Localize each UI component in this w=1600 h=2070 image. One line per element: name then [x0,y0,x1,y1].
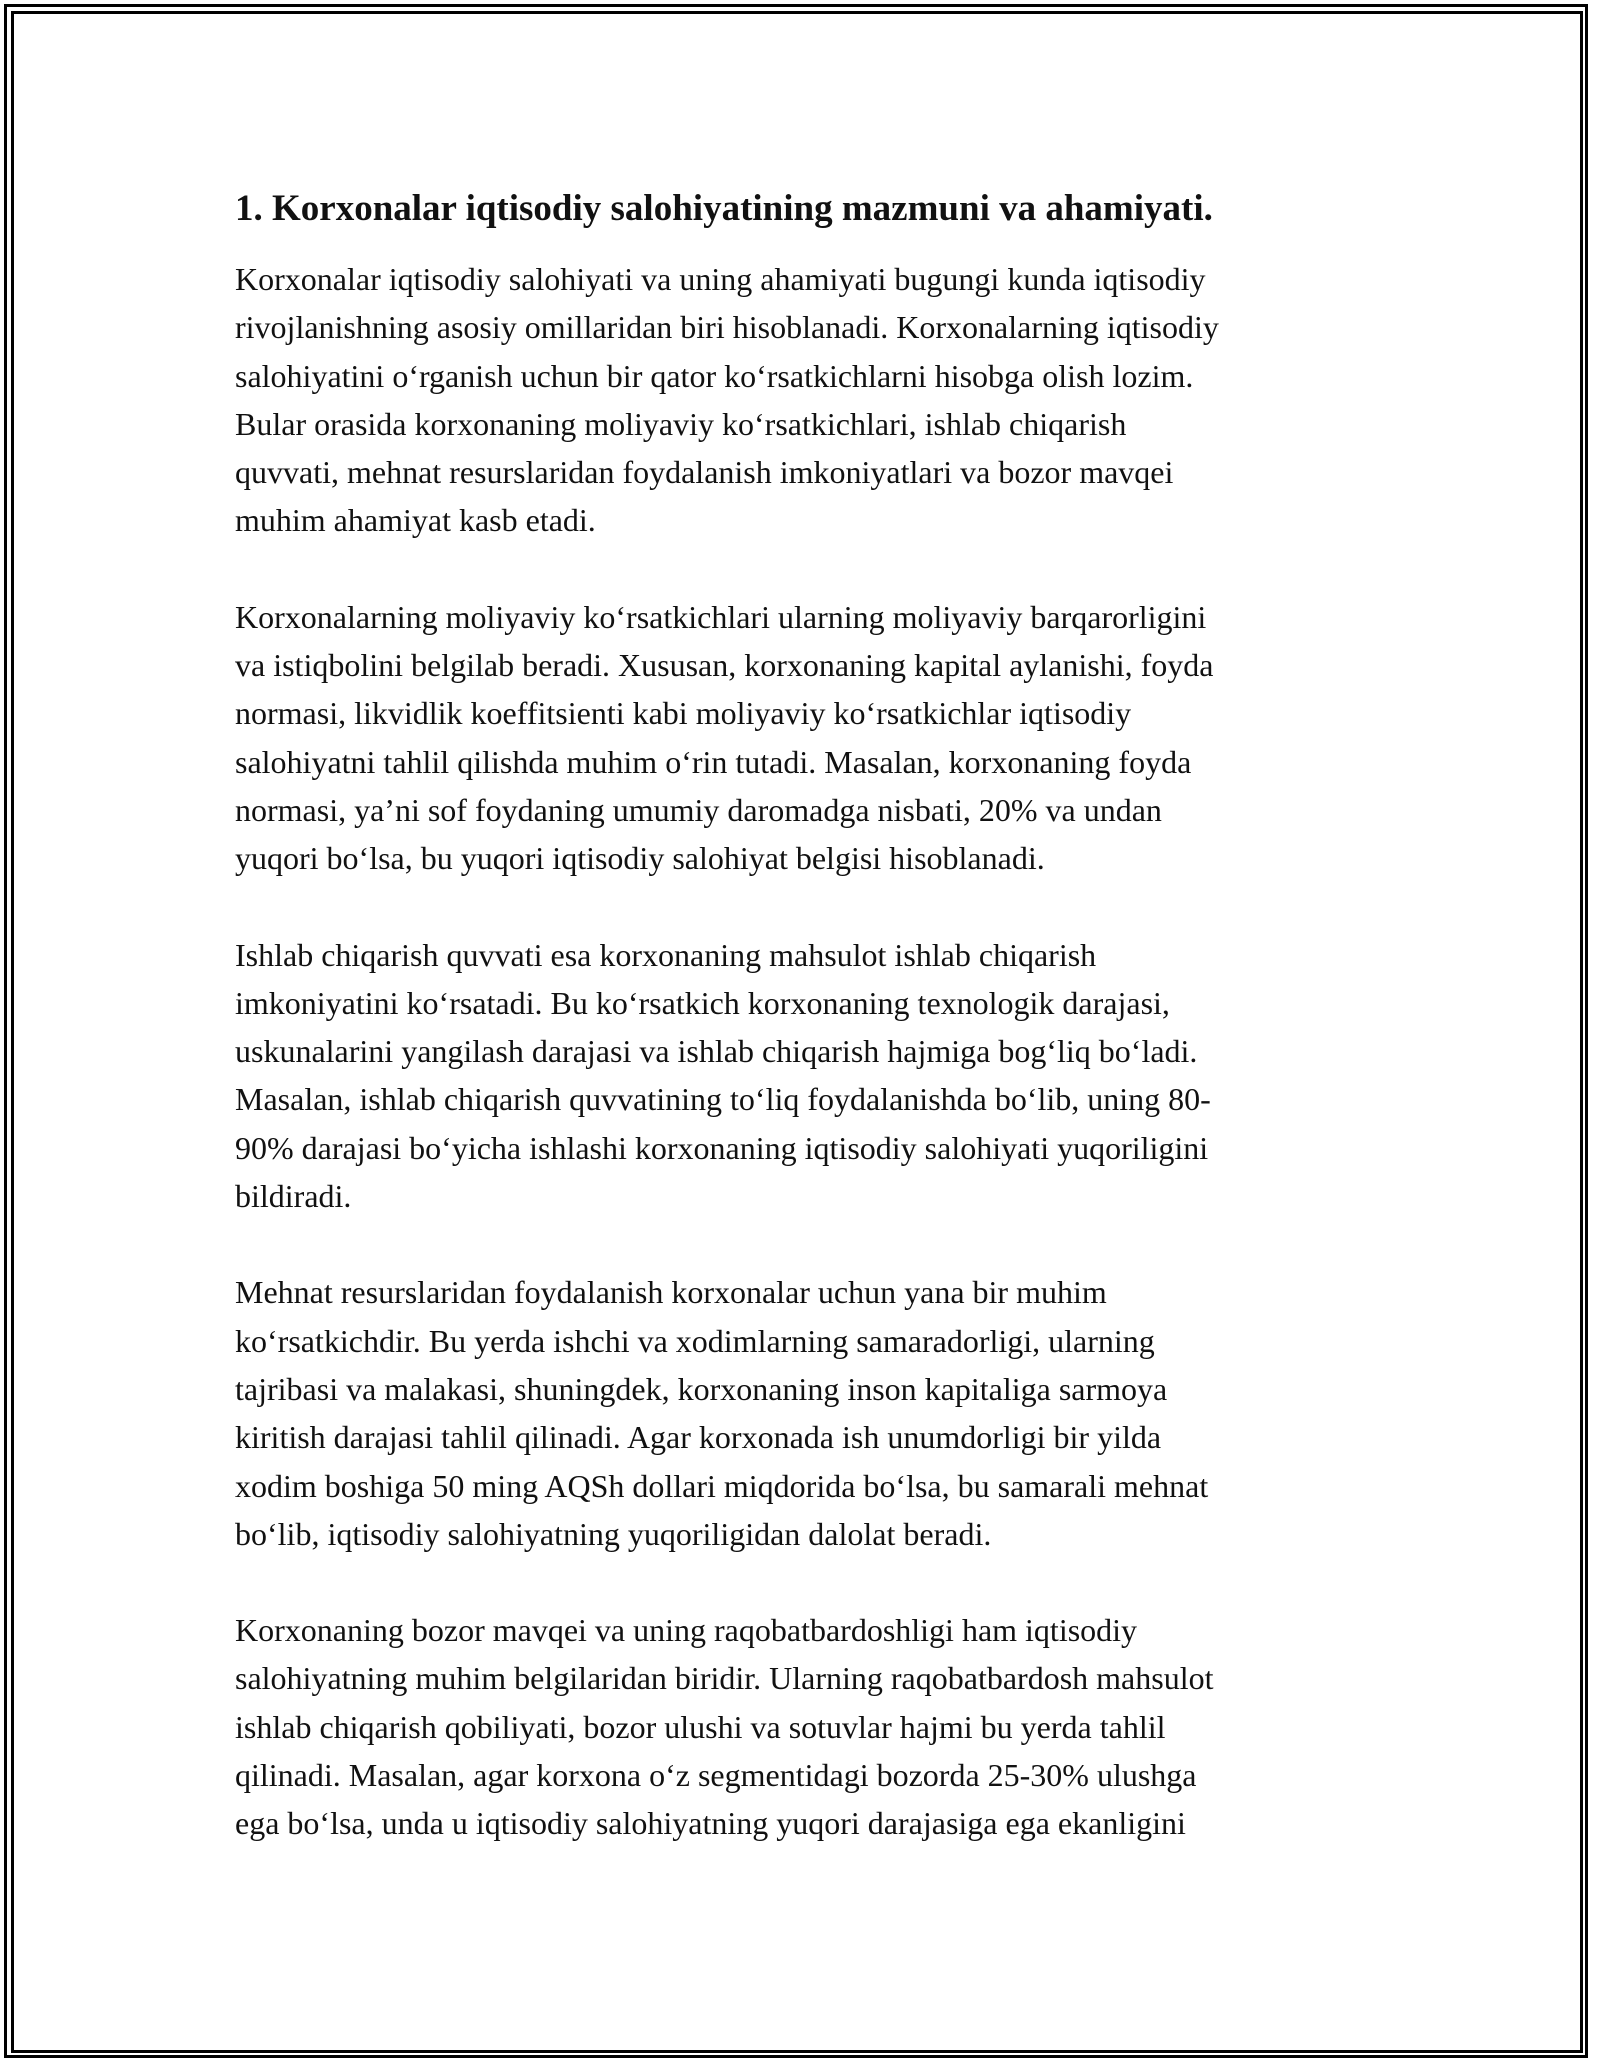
paragraph-intro: Korxonalar iqtisodiy salohiyati va uning ahamiyati bugungi kunda iqtisodiy rivojlanishning asosiy omillaridan biri hisoblanadi. Korxonalarning iqtisodiy salohiyatini oʻrganish uchun bir qator koʻrsatkichlarni hisobga olish lozim. Bular orasida korxonaning moliyaviy koʻrsatkichlari, ishlab chiqarish quvvati, mehnat resurslaridan foydalanish imkoniyatlari va bozor mavqei muhim ahamiyat kasb etadi. [235,261,1219,539]
paragraph-financial-indicators: Korxonalarning moliyaviy koʻrsatkichlari ularning moliyaviy barqarorligini va istiqbolini belgilab beradi. Xususan, korxonaning kapital aylanishi, foyda normasi, likvidlik koeffitsienti kabi moliyaviy koʻrsatkichlar iqtisodiy salohiyatni tahlil qilishda muhim oʻrin tutadi. Masalan, korxonaning foyda normasi, ya’ni sof foydaning umumiy daromadga nisbati, 20% va undan yuqori boʻlsa, bu yuqori iqtisodiy salohiyat belgisi hisoblanadi. [235,598,1214,877]
paragraph-labor-resources: Mehnat resurslaridan foydalanish korxonalar uchun yana bir muhim koʻrsatkichdir. Bu yerda ishchi va xodimlarning samaradorligi, ularning tajribasi va malakasi, shuningdek, korxonaning inson kapitaliga sarmoya kiritish darajasi tahlil qilinadi. Agar korxonada ish unumdorligi bir yilda xodim boshiga 50 ming AQSh dollari miqdorida boʻlsa, bu samarali mehnat boʻlib, iqtisodiy salohiyatning yuqoriligidan dalolat beradi. [235,1274,1209,1552]
paragraph-production-capacity: Ishlab chiqarish quvvati esa korxonaning mahsulot ishlab chiqarish imkoniyatini koʻrsatadi. Bu koʻrsatkich korxonaning texnologik darajasi, uskunalarini yangilash darajasi va ishlab chiqarish hajmiga bogʻliq boʻladi. Masalan, ishlab chiqarish quvvatining toʻliq foydalanishda boʻlib, uning 80- 90% darajasi boʻyicha ishlashi korxonaning iqtisodiy salohiyati yuqoriligini bildiradi. [235,936,1211,1215]
document-body [235,185,1375,1848]
section-title: 1. Korxonalar iqtisodiy salohiyatining mazmuni va ahamiyati. [235,188,1213,229]
paragraph-market-position: Korxonaning bozor mavqei va uning raqobatbardoshligi ham iqtisodiy salohiyatning muhim belgilaridan biridir. Ularning raqobatbardosh mahsulot ishlab chiqarish qobiliyati, bozor ulushi va sotuvlar hajmi bu yerda tahlil qilinadi. Masalan, agar korxona oʻz segmentidagi bozorda 25-30% ulushga ega boʻlsa, unda u iqtisodiy salohiyatning yuqori darajasiga ega ekanligini [235,1612,1214,1842]
